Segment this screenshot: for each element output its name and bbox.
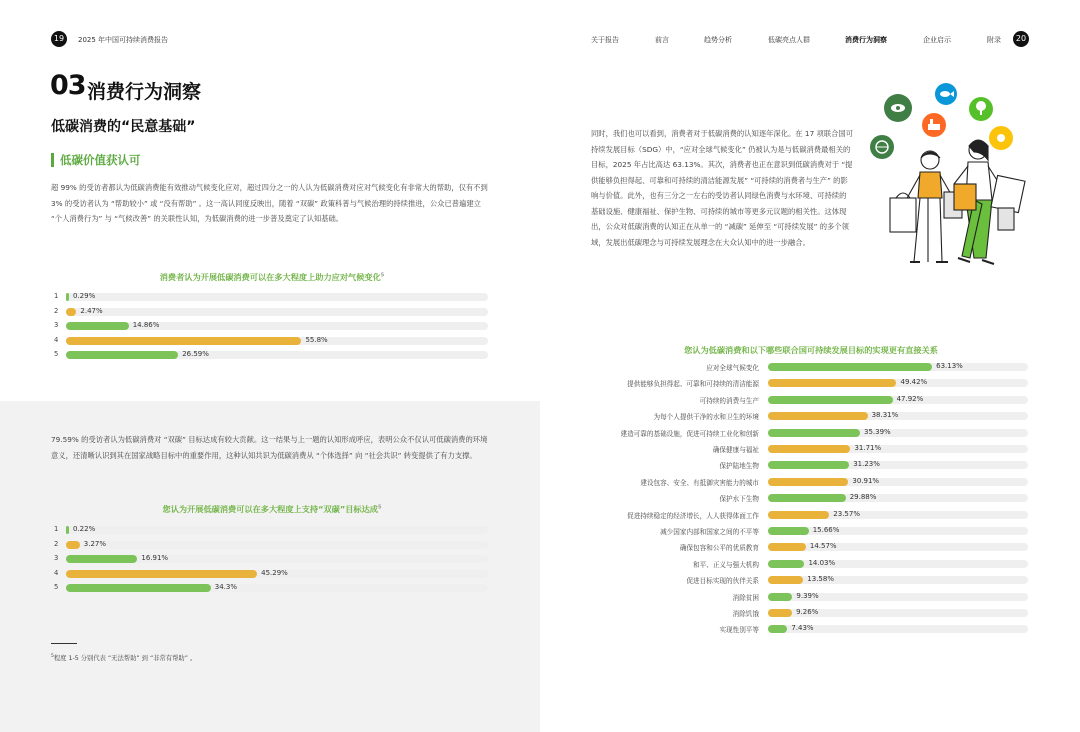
chart3-bar <box>768 478 848 486</box>
chart2-title: 您认为开展低碳消费可以在多大程度上支持“双碳”目标达成$^5$ <box>162 504 382 514</box>
shopping-illustration <box>870 80 1030 275</box>
chart2-bar <box>66 584 211 592</box>
chart2-bar-track <box>66 541 488 549</box>
chart1-value-label: 14.86% <box>132 321 160 330</box>
chart3-category-label: 提供能够负担得起、可靠和可持续的清洁能源 <box>627 380 759 389</box>
chart3-value-label: 30.91% <box>852 476 880 485</box>
chart3-bar <box>768 609 792 617</box>
chart1-bar-track <box>66 322 488 330</box>
chart3-bar <box>768 396 893 404</box>
chart3-bar-track <box>768 543 1028 551</box>
right-paragraph: 同时，我们也可以看到，消费者对于低碳消费的认知逐年深化。在 17 项联合国可持续发展目标（SDG）中，“应对全球气候变化” 仍被认为是与低碳消费最相关的目标，2025 年占比高达 63.13%。其次，消费者也正在意识到低碳消费对于 “提供能够负担得起、可靠和可持续的清洁能源发展” “可持续的消费者与生产” 的影响与价值。此外，也有三分之一左右的受访者认同绿色消费与水环境、可持续的基础设施、健康福祉、保护生物、可持续的城市等更多元议题的相关性。这体现出，公众对低碳消费的认知正在从单一的 “减碳” 延伸至 “可持续发展” 的多个领域，发展出低碳理念与可持续发展理念在大众认知中的进一步融合。 <box>591 129 854 247</box>
chart3-value-label: 31.71% <box>854 444 882 452</box>
nav-about-report[interactable]: 关于报告 <box>591 36 619 44</box>
chart3-category-label: 减少国家内部和国家之间的不平等 <box>660 528 759 536</box>
chart3-bar <box>768 560 804 568</box>
chart3-value-label: 14.03% <box>808 558 836 567</box>
chart1-bar-track <box>66 293 488 301</box>
left-page-number: 19 <box>51 31 67 47</box>
chart3-value-label: 9.39% <box>796 591 819 600</box>
chart2-value-label: 3.27% <box>83 539 107 548</box>
nav-preface[interactable]: 前言 <box>655 36 669 44</box>
chart2-value-label: 45.29% <box>261 568 288 577</box>
chart3-category-label: 促进目标实现的伙伴关系 <box>686 577 759 586</box>
footnote: $^5$程度 1-5 分别代表 “无法帮助” 到 “非常有帮助” 。 <box>51 653 197 662</box>
chart1-bar <box>66 322 129 330</box>
nav-low-carbon-groups[interactable]: 低碳亮点人群 <box>768 36 810 44</box>
chart3 <box>591 363 1031 643</box>
chart3-bar-track <box>768 560 1028 568</box>
chart3-category-label: 保护水下生物 <box>719 495 759 504</box>
chart3-category-label: 促进持续稳定的经济增长，人人获得体面工作 <box>627 511 759 520</box>
chart3-value-label: 31.23% <box>853 460 880 469</box>
chart3-category-label: 实现性别平等 <box>719 626 759 635</box>
chart3-category-label: 消除饥饿 <box>732 610 759 618</box>
chart3-value-label: 14.57% <box>809 542 837 551</box>
sdg-icon-globe <box>870 135 894 159</box>
chart3-category-label: 建设包容、安全、有抵御灾害能力的城市 <box>640 478 759 487</box>
chart3-bar <box>768 625 787 633</box>
chart2-category-label: 5 <box>54 583 59 592</box>
chart3-category-label: 确保包容和公平的优质教育 <box>679 544 759 553</box>
chart3-bar <box>768 494 846 502</box>
chart1 <box>51 293 493 365</box>
chart3-value-label: 7.43% <box>791 624 814 633</box>
chart3-bar <box>768 461 849 469</box>
chart1-bar-track <box>66 308 488 316</box>
chart1-value-label: 26.59% <box>182 350 209 359</box>
sdg-icon-tree <box>969 97 993 121</box>
chart3-value-label: 15.66% <box>812 526 840 534</box>
left-paragraph-2: 79.59% 的受访者认为低碳消费对 “双碳” 目标达成有较大贡献。这一结果与上一题的认知形成呼应，表明公众不仅认可低碳消费的环境意义，还清晰认识到其在国家战略目标中的重要作用，这种认知共识为低碳消费从 “个体选择” 向 “社会共识” 转变提供了有力支撑。 <box>51 435 488 460</box>
chart3-bar <box>768 379 896 387</box>
nav-consumer-insight[interactable]: 消费行为洞察 <box>845 36 887 44</box>
chart3-bar <box>768 527 809 535</box>
right-page-number: 20 <box>1013 31 1029 47</box>
nav-trend-analysis[interactable]: 趋势分析 <box>704 36 732 44</box>
subsection-title: 低碳消费的“民意基础” <box>51 119 196 135</box>
section-title: 消费行为洞察 <box>87 81 202 103</box>
chart2 <box>51 526 493 598</box>
chart2-bar-track <box>66 526 488 534</box>
footnote-divider <box>51 643 77 644</box>
chart1-value-label: 55.8% <box>305 335 328 344</box>
chart3-value-label: 49.42% <box>900 378 928 387</box>
chart1-title: 消费者认为开展低碳消费可以在多大程度上助力应对气候变化$^5$ <box>159 272 385 282</box>
chart1-value-label: 0.29% <box>73 292 96 300</box>
person-left <box>890 151 962 262</box>
chart3-bar <box>768 363 932 371</box>
chart2-bar <box>66 570 257 578</box>
chart3-value-label: 38.31% <box>871 411 899 420</box>
chart2-footnote-mark: 5 <box>377 504 382 511</box>
footnote-marker: 5 <box>51 653 54 659</box>
chart3-bar <box>768 511 829 519</box>
chart3-category-label: 和平、正义与强大机构 <box>693 560 759 569</box>
chart1-value-label: 2.47% <box>80 306 103 315</box>
chart3-value-label: 29.88% <box>849 493 877 502</box>
chart3-category-label: 确保健康与福祉 <box>712 446 759 454</box>
chart2-bar <box>66 555 137 563</box>
chart1-category-label: 2 <box>54 306 59 315</box>
chart1-bar <box>66 337 301 345</box>
chart3-category-label: 建造可靠的基础设施，促进可持续工业化和创新 <box>620 429 759 438</box>
chart1-bar <box>66 308 76 316</box>
chart2-bar <box>66 541 80 549</box>
report-title: 2025 年中国可持续消费报告 <box>78 36 169 44</box>
chart1-category-label: 1 <box>54 292 59 300</box>
chart3-bar <box>768 445 850 453</box>
chart1-category-label: 4 <box>54 335 59 344</box>
chart3-bar <box>768 412 868 420</box>
chart2-category-label: 4 <box>54 568 59 577</box>
chart3-bar <box>768 429 860 437</box>
chart3-title: 您认为低碳消费和以下哪些联合国可持续发展目标的实现更有直接关系 <box>684 345 938 355</box>
chart3-value-label: 9.26% <box>796 608 819 616</box>
left-paragraph-1: 超 99% 的受访者都认为低碳消费能有效推动气候变化应对，超过四分之一的人认为低碳消费对应对气候变化有非常大的帮助，仅有不到 3% 的受访者认为 “帮助较小” 或 “没有帮助” 。这一高认同度反映出，随着 “双碳” 政策科普与气候治理的持续推进，公众已普遍建立 “个人消费行为” 与 “气候改善” 的关联性认知，为低碳消费的进一步普及奠定了认知基础。 <box>51 183 488 223</box>
chart3-category-label: 应对全球气候变化 <box>706 364 759 372</box>
chart2-bar <box>66 526 69 534</box>
chart1-bar <box>66 351 178 359</box>
chart3-value-label: 23.57% <box>833 509 860 518</box>
chart3-category-label: 消除贫困 <box>732 593 759 602</box>
chart2-value-label: 34.3% <box>214 583 237 592</box>
nav-enterprise-insight[interactable]: 企业启示 <box>923 36 951 44</box>
chart1-category-label: 3 <box>54 321 59 330</box>
sdg-icon-fish <box>935 83 957 105</box>
chart3-value-label: 47.92% <box>896 394 924 403</box>
chart3-category-label: 为每个人提供干净的水和卫生的环境 <box>653 413 759 422</box>
chart3-category-label: 可持续的消费与生产 <box>699 396 759 405</box>
chart1-bar <box>66 293 69 301</box>
section-number: 03 <box>50 70 86 101</box>
chart1-category-label: 5 <box>54 350 59 359</box>
chart3-bar <box>768 543 806 551</box>
chart2-category-label: 2 <box>54 539 59 548</box>
chart2-category-label: 1 <box>54 525 59 533</box>
chart2-category-label: 3 <box>54 554 59 563</box>
sdg-icon-eye <box>884 94 912 122</box>
subheading-marker <box>51 153 54 167</box>
chart3-bar <box>768 576 803 584</box>
person-right <box>954 140 1025 264</box>
sdg-icon-sun <box>989 126 1013 150</box>
sdg-icon-factory <box>922 113 946 137</box>
chart1-footnote-mark: 5 <box>380 272 385 279</box>
chart3-category-label: 保护陆地生物 <box>719 462 759 471</box>
chart3-bar <box>768 593 792 601</box>
chart2-value-label: 16.91% <box>141 554 169 563</box>
chart3-value-label: 35.39% <box>864 427 891 436</box>
chart3-value-label: 63.13% <box>936 362 963 370</box>
subheading: 低碳价值获认可 <box>60 153 141 167</box>
nav-appendix[interactable]: 附录 <box>987 36 1001 44</box>
chart3-value-label: 13.58% <box>807 575 834 584</box>
chart2-value-label: 0.22% <box>73 525 96 533</box>
